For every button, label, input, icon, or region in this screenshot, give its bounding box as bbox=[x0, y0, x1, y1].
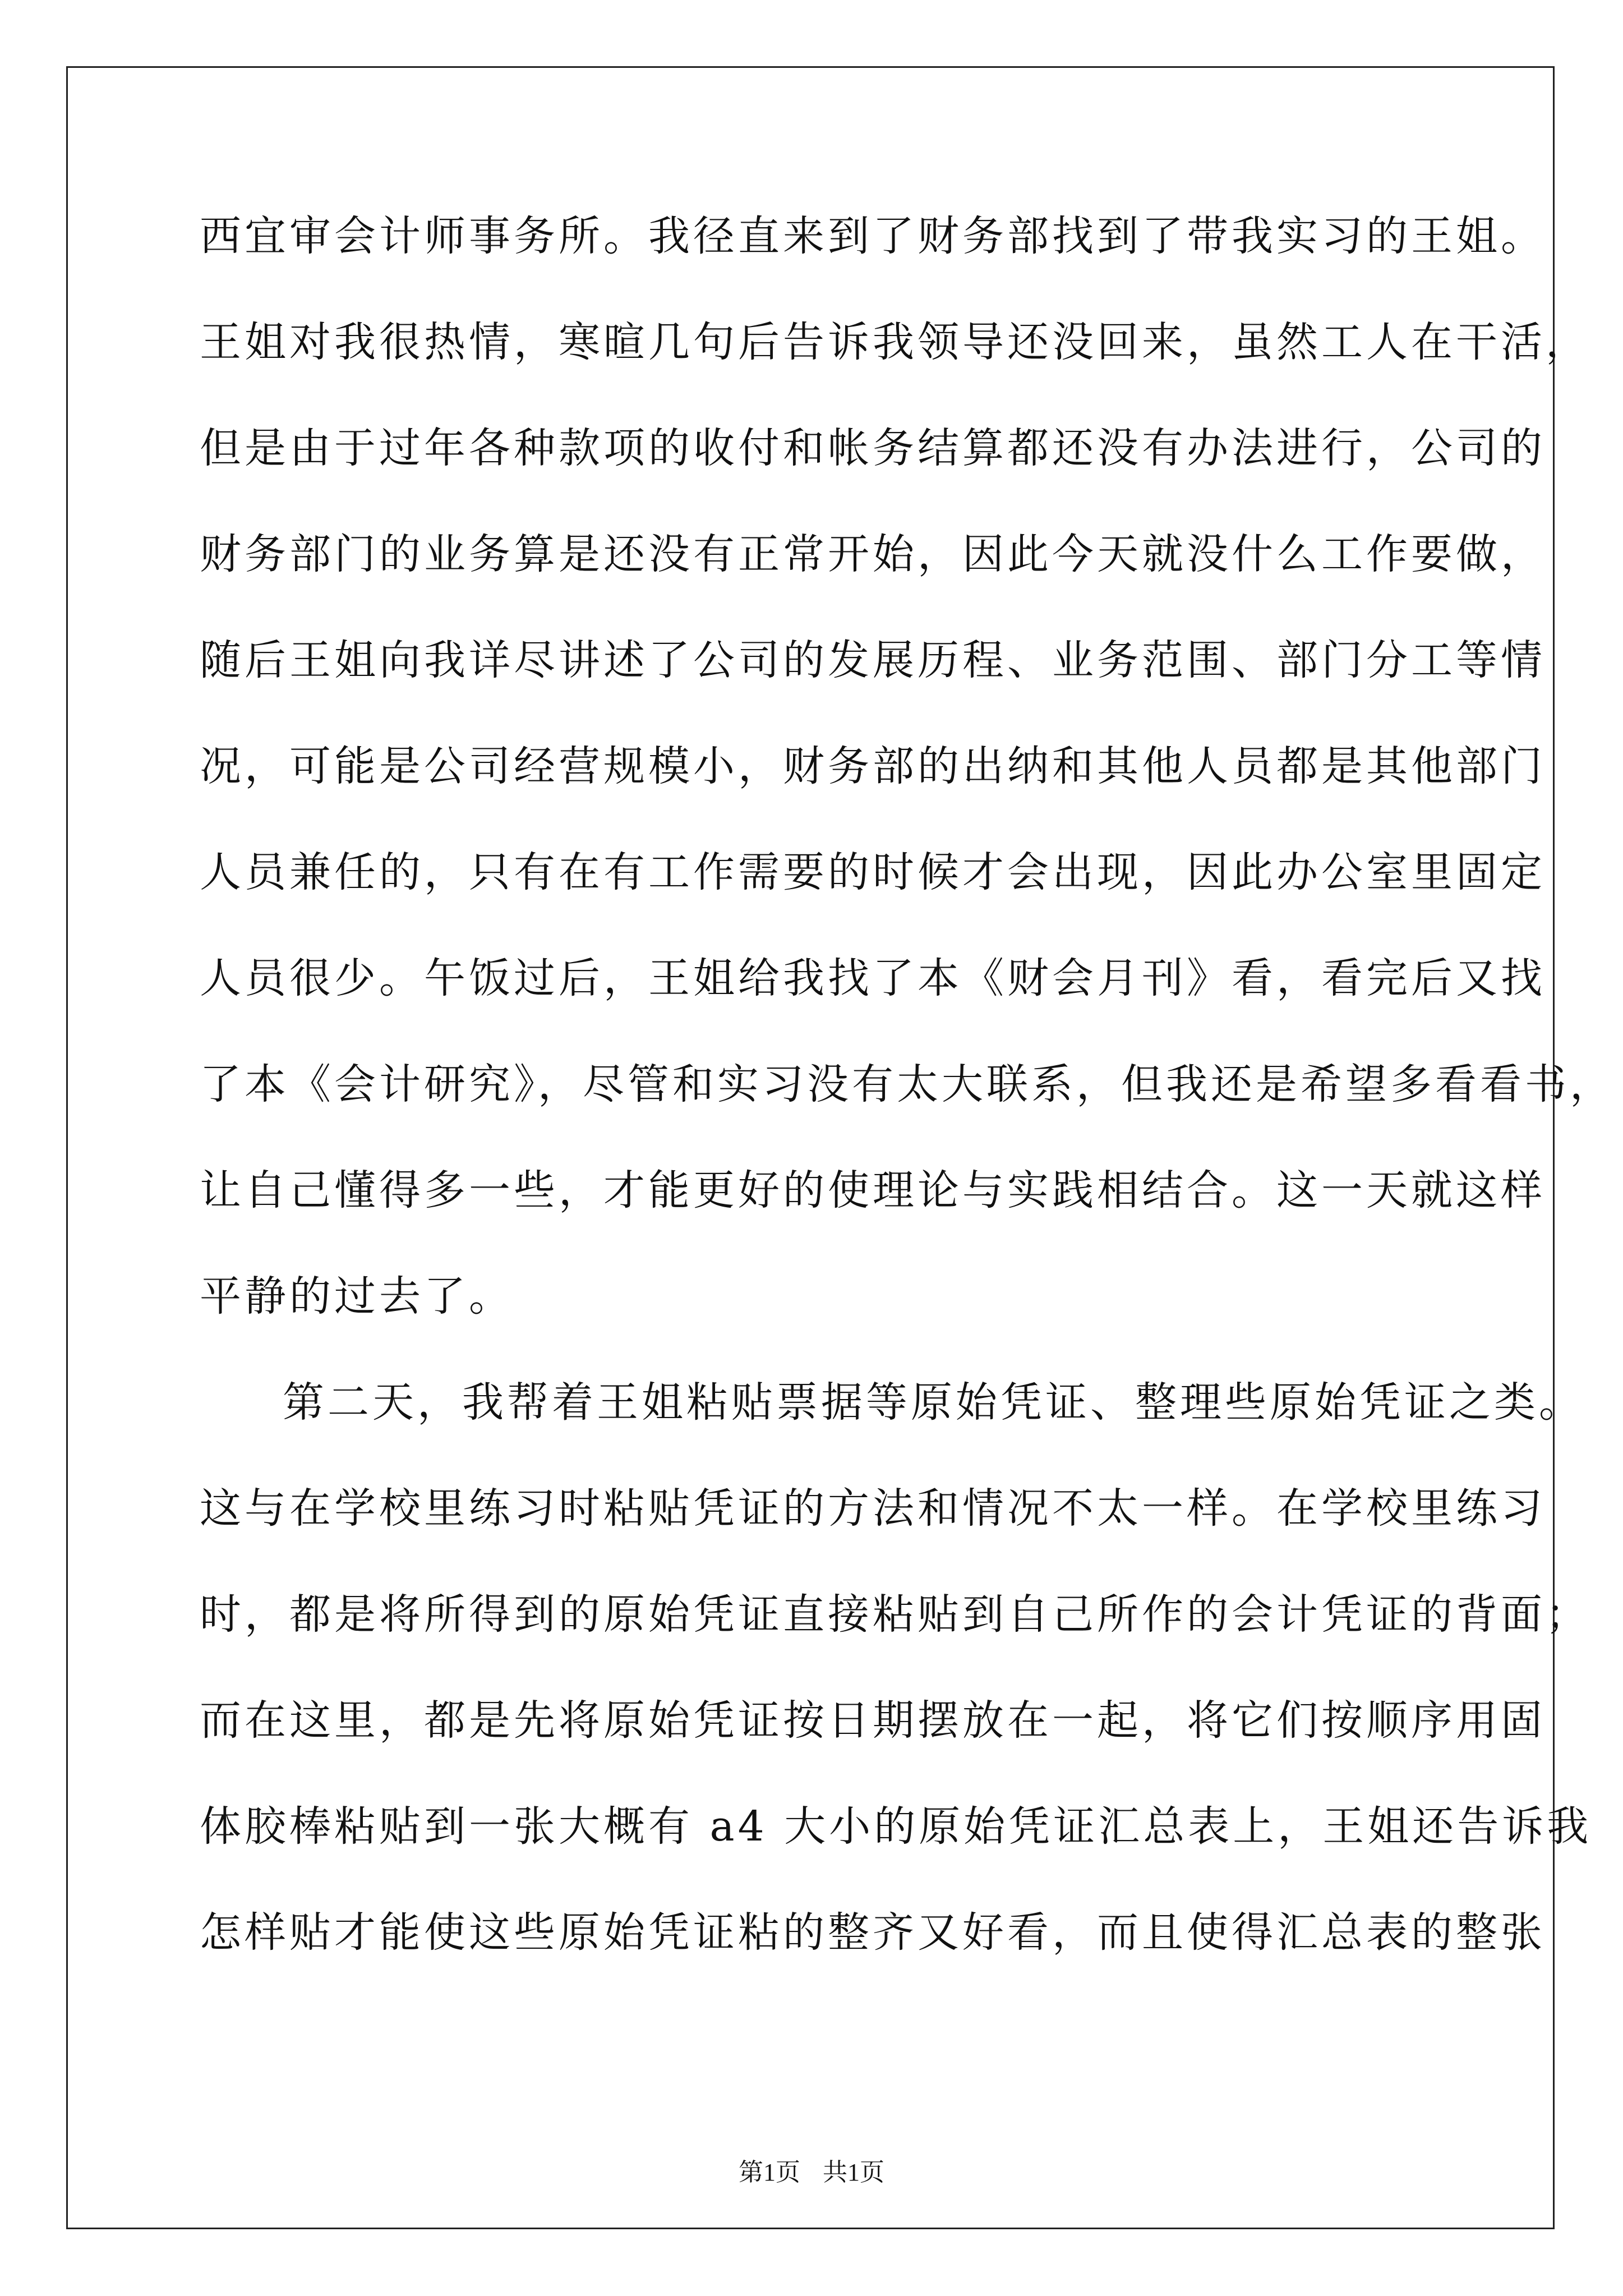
text-line: 人员很少。午饭过后，王姐给我找了本《财会月刊》看，看完后又找 bbox=[200, 954, 1546, 1002]
text-line: 随后王姐向我详尽讲述了公司的发展历程、业务范围、部门分工等情 bbox=[200, 636, 1546, 684]
text-line: 王姐对我很热情，寒暄几句后告诉我领导还没回来，虽然工人在干活， bbox=[200, 318, 1590, 366]
text-line: 这与在学校里练习时粘贴凭证的方法和情况不太一样。在学校里练习 bbox=[200, 1484, 1546, 1533]
text-line: 但是由于过年各种款项的收付和帐务结算都还没有办法进行，公司的 bbox=[200, 424, 1546, 472]
text-line: 西宜审会计师事务所。我径直来到了财务部找到了带我实习的王姐。 bbox=[200, 212, 1546, 260]
text-line: 况，可能是公司经营规模小，财务部的出纳和其他人员都是其他部门 bbox=[200, 742, 1546, 790]
text-line: 财务部门的业务算是还没有正常开始，因此今天就没什么工作要做， bbox=[200, 530, 1546, 578]
text-line: 平静的过去了。 bbox=[200, 1272, 514, 1320]
page-number: 第1页 bbox=[739, 2159, 800, 2186]
text-line: 第二天，我帮着王姐粘贴票据等原始凭证、整理些原始凭证之类。 bbox=[283, 1378, 1584, 1427]
text-line: 让自己懂得多一些，才能更好的使理论与实践相结合。这一天就这样 bbox=[200, 1166, 1546, 1214]
text-line: 人员兼任的，只有在有工作需要的时候才会出现，因此办公室里固定 bbox=[200, 848, 1546, 896]
text-line: 了本《会计研究》，尽管和实习没有太大联系，但我还是希望多看看书， bbox=[200, 1060, 1615, 1108]
text-line: 体胶棒粘贴到一张大概有 a4 大小的原始凭证汇总表上，王姐还告诉我 bbox=[200, 1802, 1592, 1851]
text-line: 怎样贴才能使这些原始凭证粘的整齐又好看，而且使得汇总表的整张 bbox=[200, 1908, 1546, 1957]
text-line: 而在这里，都是先将原始凭证按日期摆放在一起，将它们按顺序用固 bbox=[200, 1696, 1546, 1745]
text-line: 时，都是将所得到的原始凭证直接粘贴到自己所作的会计凭证的背面； bbox=[200, 1590, 1590, 1639]
page-total: 共1页 bbox=[823, 2159, 884, 2186]
page-footer bbox=[0, 2157, 1623, 2188]
